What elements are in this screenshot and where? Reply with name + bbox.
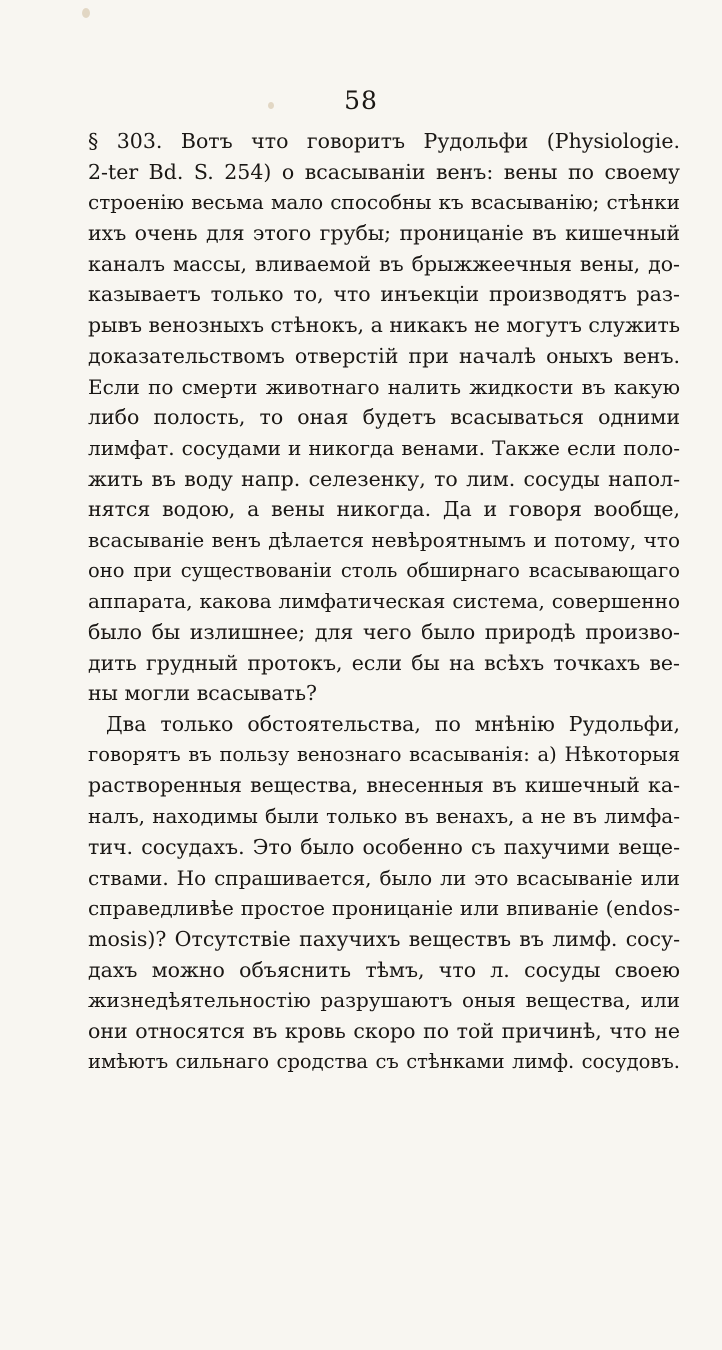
text-line: лимфат. сосудами и никогда венами. Также если поло- [88, 435, 680, 460]
body-text [88, 126, 680, 1077]
text-line: доказательствомъ отверстій при началѣ оныхъ венъ. [88, 343, 680, 368]
text-line: нятся водою, а вены никогда. Да и говоря вообще, [88, 497, 680, 522]
text-line: было бы излишнее; для чего было природѣ произво- [88, 620, 680, 644]
text-line: казываетъ только то, что инъекціи производятъ раз- [88, 282, 680, 307]
text-line: Два только обстоятельства, по мнѣнію Рудольфи, [106, 712, 680, 737]
text-line: они относятся въ кровь скоро по той причинѣ, что не [88, 1018, 680, 1043]
text-line: всасываніе венъ дѣлается невѣроятнымъ и потому, что [88, 527, 680, 552]
text-line: либо полость, то оная будетъ всасываться одними [88, 405, 680, 430]
text-line: дахъ можно объяснить тѣмъ, что л. сосуды своею [88, 957, 680, 982]
text-line: рывъ венозныхъ стѣнокъ, а никакъ не могутъ служить [88, 313, 680, 338]
text-line: аппарата, какова лимфатическая система, совершенно [88, 589, 680, 614]
text-line: тич. сосудахъ. Это было особенно съ пахучими веще- [88, 834, 680, 859]
text-line: mosis)? Отсутствіе пахучихъ веществъ въ лимф. сосу- [88, 926, 680, 951]
text-line: ны могли всасывать? [88, 681, 318, 706]
text-line: жить въ воду напр. селезенку, то лим. сосуды напол- [88, 466, 680, 491]
text-line: каналъ массы, вливаемой въ брыжжеечныя вены, до- [88, 251, 680, 276]
text-line: имѣютъ сильнаго сродства съ стѣнками лимф. сосудовъ. [88, 1049, 680, 1073]
text-line: 2-ter Bd. S. 254) о всасываніи венъ: вены по своему [88, 159, 680, 184]
text-line: § 303. Вотъ что говоритъ Рудольфи (Physiologie. [88, 129, 680, 153]
text-line: ихъ очень для этого грубы; проницаніе въ кишечный [88, 221, 680, 246]
paper-stain [82, 8, 90, 18]
text-line: растворенныя вещества, внесенныя въ кишечный ка- [88, 773, 680, 798]
text-line: жизнедѣятельностію разрушаютъ оныя вещества, или [88, 988, 680, 1013]
text-line: Если по смерти животнаго налить жидкости въ какую [88, 374, 680, 399]
text-line: налъ, находимы были только въ венахъ, а не въ лимфа- [88, 804, 680, 829]
text-line: ствами. Но спрашивается, было ли это всасываніе или [88, 865, 680, 890]
text-line: справедливѣе простое проницаніе или впиваніе (endos- [88, 896, 680, 921]
text-line: строенію весьма мало способны къ всасыванію; стѣнки [88, 190, 680, 215]
page-number: 58 [344, 86, 378, 115]
text-line: дить грудный протокъ, если бы на всѣхъ точкахъ ве- [88, 650, 680, 675]
text-line: оно при существованіи столь обширнаго всасывающаго [88, 558, 680, 582]
text-line: говорятъ въ пользу венознаго всасыванія: а) Нѣкоторыя [88, 742, 680, 766]
